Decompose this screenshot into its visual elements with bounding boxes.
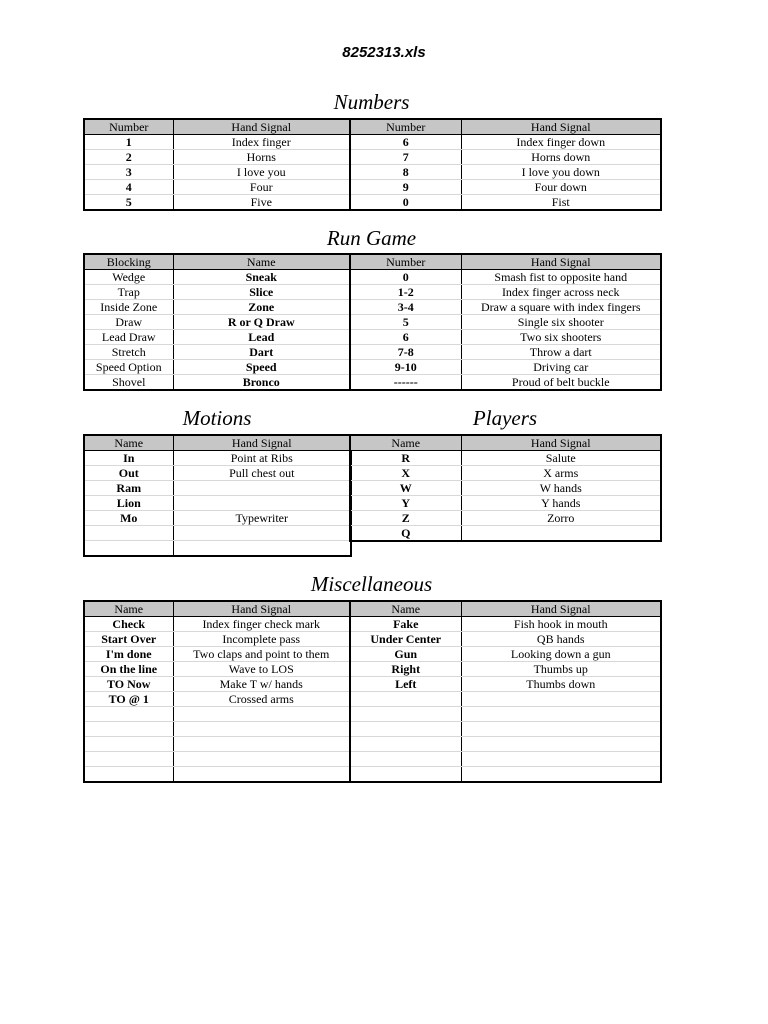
table-cell: Stretch [84, 345, 173, 360]
table-cell: Pull chest out [173, 466, 351, 481]
table-cell [84, 752, 173, 767]
table-cell: Check [84, 617, 173, 632]
table-cell [461, 707, 661, 722]
table-cell: Horns down [461, 150, 661, 165]
table-row [84, 195, 661, 211]
table-cell: Salute [461, 451, 661, 466]
table-row [84, 662, 661, 677]
table-cell: Draw a square with index fingers [461, 300, 661, 315]
table-cell: Horns [173, 150, 350, 165]
table-cell [461, 737, 661, 752]
table-cell [173, 722, 350, 737]
table-cell: 7-8 [350, 345, 461, 360]
table-header-row [84, 601, 661, 617]
table-cell: Speed Option [84, 360, 173, 375]
column-header: Number [350, 254, 461, 270]
table-header-row [84, 435, 351, 451]
table-cell: Index finger across neck [461, 285, 661, 300]
table-cell: Index finger down [461, 135, 661, 150]
table-cell: 0 [350, 195, 461, 211]
table-row [350, 526, 661, 542]
table-cell: 8 [350, 165, 461, 180]
column-header: Hand Signal [461, 254, 661, 270]
table-cell: X [350, 466, 461, 481]
table-cell: Y hands [461, 496, 661, 511]
table-cell: Inside Zone [84, 300, 173, 315]
table-cell: Lion [84, 496, 173, 511]
table-cell: Two claps and point to them [173, 647, 350, 662]
table-cell: Single six shooter [461, 315, 661, 330]
table-cell: Out [84, 466, 173, 481]
table-row [350, 496, 661, 511]
table-cell: W hands [461, 481, 661, 496]
column-header: Hand Signal [461, 119, 661, 135]
table-cell: Four down [461, 180, 661, 195]
table-cell [84, 737, 173, 752]
table-cell: 1 [84, 135, 173, 150]
table-cell [84, 707, 173, 722]
table-row [84, 315, 661, 330]
column-header: Hand Signal [461, 435, 661, 451]
table-cell: Wave to LOS [173, 662, 350, 677]
table-cell: On the line [84, 662, 173, 677]
document-title: 8252313.xls [342, 44, 426, 61]
table-row [84, 677, 661, 692]
table-cell: Incomplete pass [173, 632, 350, 647]
table-row [84, 707, 661, 722]
table-row [84, 466, 351, 481]
table-cell: Fake [350, 617, 461, 632]
table-cell: 6 [350, 330, 461, 345]
table-cell: Dart [173, 345, 350, 360]
table-cell: 9 [350, 180, 461, 195]
table-cell: I love you down [461, 165, 661, 180]
table-cell: I'm done [84, 647, 173, 662]
table-cell: Fish hook in mouth [461, 617, 661, 632]
table-row [84, 451, 351, 466]
table-cell: Q [350, 526, 461, 542]
table-row [84, 165, 661, 180]
table-cell: 1-2 [350, 285, 461, 300]
table-cell: Driving car [461, 360, 661, 375]
table-cell [173, 767, 350, 783]
table-cell [84, 722, 173, 737]
table-row [84, 270, 661, 285]
table-cell [461, 692, 661, 707]
table-cell: Under Center [350, 632, 461, 647]
table-row [84, 135, 661, 150]
run-game-table [83, 253, 662, 391]
table-cell: I love you [173, 165, 350, 180]
table-cell: Y [350, 496, 461, 511]
table-cell: Zorro [461, 511, 661, 526]
table-cell: 0 [350, 270, 461, 285]
table-cell: In [84, 451, 173, 466]
table-cell: Shovel [84, 375, 173, 391]
table-cell: 7 [350, 150, 461, 165]
table-row [84, 752, 661, 767]
table-row [84, 300, 661, 315]
table-row [350, 466, 661, 481]
table-cell: TO @ 1 [84, 692, 173, 707]
table-row [84, 180, 661, 195]
table-cell: Four [173, 180, 350, 195]
table-cell: Throw a dart [461, 345, 661, 360]
table-cell [350, 767, 461, 783]
table-cell: Typewriter [173, 511, 351, 526]
table-cell: TO Now [84, 677, 173, 692]
table-cell: 4 [84, 180, 173, 195]
table-row [84, 767, 661, 783]
table-cell: Thumbs up [461, 662, 661, 677]
table-cell: Gun [350, 647, 461, 662]
table-cell [461, 722, 661, 737]
table-cell [350, 692, 461, 707]
table-cell: 2 [84, 150, 173, 165]
table-cell: W [350, 481, 461, 496]
column-header: Name [173, 254, 350, 270]
players-table [349, 434, 662, 542]
table-cell [461, 767, 661, 783]
table-cell [173, 526, 351, 541]
table-cell: Smash fist to opposite hand [461, 270, 661, 285]
table-cell: 3-4 [350, 300, 461, 315]
table-cell: Mo [84, 511, 173, 526]
table-cell [350, 752, 461, 767]
table-cell: Proud of belt buckle [461, 375, 661, 391]
table-cell: Wedge [84, 270, 173, 285]
table-row [84, 526, 351, 541]
table-cell: QB hands [461, 632, 661, 647]
column-header: Name [350, 601, 461, 617]
table-cell [173, 541, 351, 557]
column-header: Name [84, 601, 173, 617]
table-row [84, 330, 661, 345]
run-game-title: Run Game [326, 226, 417, 250]
table-cell: Lead Draw [84, 330, 173, 345]
table-cell: Speed [173, 360, 350, 375]
table-row [84, 285, 661, 300]
motions-title: Motions [182, 406, 252, 430]
table-row [84, 692, 661, 707]
table-row [84, 737, 661, 752]
players-title: Players [472, 406, 538, 430]
table-cell: Make T w/ hands [173, 677, 350, 692]
numbers-table [83, 118, 662, 211]
table-row [84, 632, 661, 647]
table-cell [84, 767, 173, 783]
table-cell: R [350, 451, 461, 466]
table-row [350, 451, 661, 466]
table-cell [173, 496, 351, 511]
numbers-title: Numbers [333, 90, 410, 114]
table-row [84, 481, 351, 496]
misc-title: Miscellaneous [310, 572, 433, 596]
misc-table [83, 600, 662, 783]
table-cell [173, 707, 350, 722]
table-cell: Trap [84, 285, 173, 300]
table-cell: Five [173, 195, 350, 211]
table-cell [461, 752, 661, 767]
table-cell: Fist [461, 195, 661, 211]
table-cell: Index finger [173, 135, 350, 150]
table-header-row [84, 254, 661, 270]
table-cell: 5 [84, 195, 173, 211]
table-cell: Point at Ribs [173, 451, 351, 466]
table-row [84, 360, 661, 375]
table-cell: 3 [84, 165, 173, 180]
table-cell: Looking down a gun [461, 647, 661, 662]
table-cell: Ram [84, 481, 173, 496]
table-cell: 6 [350, 135, 461, 150]
column-header: Hand Signal [461, 601, 661, 617]
table-cell [84, 541, 173, 557]
table-cell: Start Over [84, 632, 173, 647]
table-row [84, 496, 351, 511]
table-cell: Crossed arms [173, 692, 350, 707]
table-cell: Draw [84, 315, 173, 330]
table-cell: Index finger check mark [173, 617, 350, 632]
table-cell: R or Q Draw [173, 315, 350, 330]
table-cell [350, 707, 461, 722]
table-header-row [84, 119, 661, 135]
table-cell [173, 752, 350, 767]
table-cell: 5 [350, 315, 461, 330]
table-cell: Bronco [173, 375, 350, 391]
table-cell: X arms [461, 466, 661, 481]
table-cell: Z [350, 511, 461, 526]
table-cell: Zone [173, 300, 350, 315]
table-row [84, 345, 661, 360]
column-header: Blocking [84, 254, 173, 270]
table-row [84, 617, 661, 632]
table-row [84, 375, 661, 391]
table-row [350, 511, 661, 526]
table-row [84, 541, 351, 557]
table-cell: Thumbs down [461, 677, 661, 692]
table-cell: Sneak [173, 270, 350, 285]
table-cell: ------ [350, 375, 461, 391]
column-header: Name [84, 435, 173, 451]
table-cell: Lead [173, 330, 350, 345]
table-cell: 9-10 [350, 360, 461, 375]
table-cell [350, 722, 461, 737]
table-row [350, 481, 661, 496]
table-header-row [350, 435, 661, 451]
column-header: Number [350, 119, 461, 135]
table-row [84, 511, 351, 526]
table-row [84, 722, 661, 737]
table-row [84, 647, 661, 662]
table-row [84, 150, 661, 165]
table-cell: Right [350, 662, 461, 677]
table-cell [173, 481, 351, 496]
table-cell [173, 737, 350, 752]
table-cell: Left [350, 677, 461, 692]
table-cell: Two six shooters [461, 330, 661, 345]
table-cell [84, 526, 173, 541]
column-header: Number [84, 119, 173, 135]
table-cell: Slice [173, 285, 350, 300]
table-cell [461, 526, 661, 542]
table-cell [350, 737, 461, 752]
column-header: Hand Signal [173, 601, 350, 617]
motions-table [83, 434, 352, 557]
column-header: Hand Signal [173, 119, 350, 135]
column-header: Name [350, 435, 461, 451]
column-header: Hand Signal [173, 435, 351, 451]
